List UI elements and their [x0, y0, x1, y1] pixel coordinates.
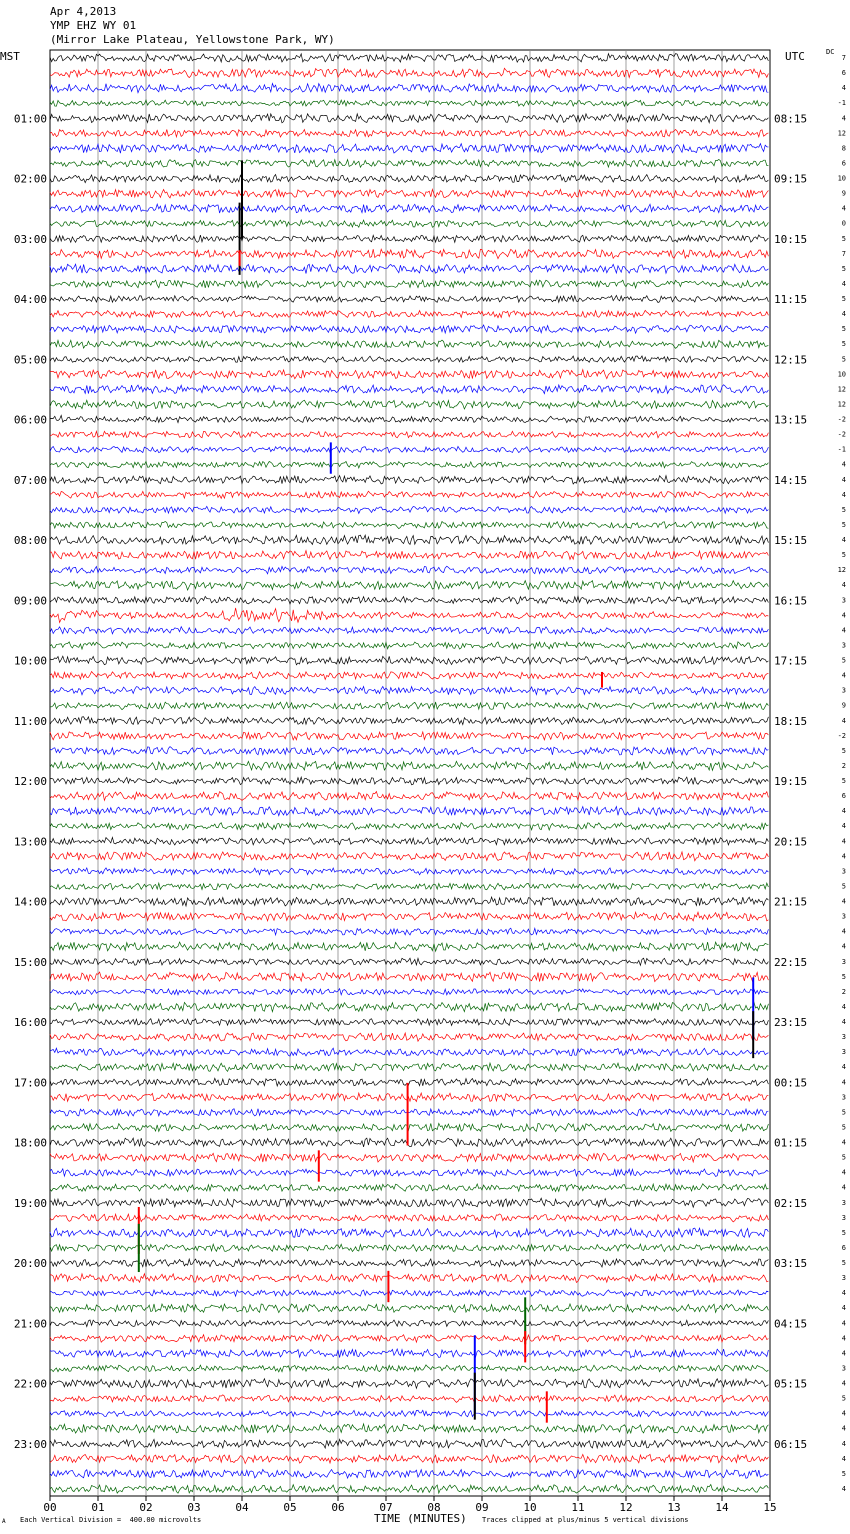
trace-row — [50, 1198, 768, 1207]
dc-offset-value: 4 — [841, 807, 846, 816]
trace-row — [50, 837, 768, 845]
left-hour-label: 22:00 — [13, 1377, 47, 1391]
left-hour-label: 08:00 — [13, 534, 47, 547]
trace-row — [50, 912, 768, 921]
dc-offset-value: 4 — [841, 1289, 846, 1298]
dc-offset-value: 4 — [841, 822, 846, 831]
left-hour-label: 18:00 — [13, 1136, 47, 1150]
dc-offset-value: 3 — [841, 1093, 846, 1102]
dc-offset-value: 12 — [837, 385, 846, 394]
trace-row — [50, 608, 768, 623]
trace-row — [50, 249, 768, 258]
dc-offset-value: 9 — [841, 189, 846, 198]
right-hour-label: 22:15 — [774, 955, 808, 969]
trace-row — [50, 431, 768, 438]
left-hour-label: 14:00 — [13, 895, 47, 909]
trace-row — [50, 807, 768, 816]
left-hour-label: 23:00 — [13, 1437, 47, 1451]
trace-row — [50, 235, 768, 242]
trace-row — [50, 1138, 768, 1147]
dc-offset-value: -2 — [837, 430, 846, 439]
trace-row — [50, 1228, 768, 1237]
dc-offset-value: 4 — [841, 897, 846, 906]
left-hour-label: 12:00 — [13, 775, 47, 788]
dc-offset-value: 5 — [841, 1228, 846, 1237]
trace-row — [50, 114, 768, 123]
dc-offset-value: 4 — [841, 1183, 846, 1192]
right-hour-label: 06:15 — [774, 1437, 808, 1451]
dc-offset-value: 3 — [841, 867, 846, 876]
trace-row — [50, 1365, 768, 1372]
trace-row — [50, 852, 768, 861]
dc-offset-value: 5 — [841, 264, 846, 273]
trace-row — [50, 777, 768, 785]
dc-offset-value: 3 — [841, 1213, 846, 1222]
dc-offset-value: 5 — [841, 746, 846, 755]
right-hour-label: 02:15 — [774, 1196, 808, 1210]
trace-row — [50, 1274, 768, 1283]
trace-row — [50, 100, 768, 106]
trace-row — [50, 642, 768, 649]
right-hour-label: 01:15 — [774, 1136, 808, 1150]
trace-row — [50, 1304, 768, 1313]
dc-offset-value: 5 — [841, 1153, 846, 1162]
dc-offset-value: -1 — [837, 99, 846, 108]
dc-offset-value: 4 — [841, 279, 846, 288]
dc-offset-value: 5 — [841, 325, 846, 334]
left-hour-label: 06:00 — [13, 413, 47, 427]
trace-row — [50, 400, 768, 409]
dc-offset-value: 5 — [841, 882, 846, 891]
dc-offset-value: 4 — [841, 611, 846, 620]
x-tick-label: 03 — [187, 1501, 201, 1514]
x-tick-label: 13 — [667, 1501, 681, 1514]
trace-row — [50, 325, 768, 333]
dc-offset-value: 4 — [841, 1304, 846, 1313]
dc-offset-value: 7 — [841, 249, 846, 258]
dc-offset-value: 4 — [841, 1454, 846, 1463]
x-tick-label: 07 — [379, 1501, 393, 1514]
dc-offset-value: -2 — [837, 731, 846, 740]
dc-offset-header: DC — [826, 48, 835, 56]
right-hour-label: 08:15 — [774, 112, 808, 126]
trace-row — [50, 942, 768, 951]
dc-offset-value: 4 — [841, 475, 846, 484]
trace-row — [50, 506, 768, 513]
trace-row — [50, 1439, 768, 1448]
dc-offset-value: 12 — [837, 566, 846, 575]
dc-offset-value: 3 — [841, 1198, 846, 1207]
trace-row — [50, 1033, 768, 1041]
dc-offset-value: 3 — [841, 641, 846, 650]
trace-row — [50, 462, 768, 469]
dc-offset-value: 6 — [841, 69, 846, 78]
trace-row — [50, 370, 768, 379]
trace-row — [50, 747, 768, 755]
right-hour-label: 04:15 — [774, 1317, 808, 1331]
trace-row — [50, 1454, 768, 1463]
dc-offset-value: 8 — [841, 144, 846, 153]
dc-offset-value: 4 — [841, 1002, 846, 1011]
trace-row — [50, 1153, 768, 1162]
dc-offset-value: 4 — [841, 927, 846, 936]
trace-row — [50, 1078, 768, 1086]
trace-row — [50, 656, 768, 665]
trace-row — [50, 220, 768, 227]
trace-row — [50, 566, 768, 574]
trace-row — [50, 868, 768, 875]
right-hour-label: 19:15 — [774, 775, 808, 788]
left-hour-label: 01:00 — [13, 112, 47, 126]
dc-offset-value: -1 — [837, 445, 846, 454]
dc-offset-value: 5 — [841, 972, 846, 981]
dc-offset-value: 4 — [841, 1349, 846, 1358]
x-axis-title: TIME (MINUTES) — [374, 1512, 467, 1525]
x-tick-label: 14 — [715, 1501, 729, 1514]
dc-offset-value: 4 — [841, 1424, 846, 1433]
header-location: (Mirror Lake Plateau, Yellowstone Park, WY) — [50, 33, 335, 46]
dc-offset-value: 5 — [841, 295, 846, 303]
dc-offset-value: 3 — [841, 1048, 846, 1057]
trace-row — [50, 415, 768, 422]
header-station: YMP EHZ WY 01 — [50, 19, 137, 32]
trace-row — [50, 1109, 768, 1116]
trace-row — [50, 1395, 768, 1403]
trace-row — [50, 1214, 768, 1222]
dc-offset-value: 10 — [837, 174, 846, 183]
clip-note: Traces clipped at plus/minus 5 vertical divisions — [482, 1516, 689, 1524]
left-hour-label: 13:00 — [13, 835, 47, 849]
right-hour-label: 18:15 — [774, 714, 808, 728]
left-hour-label: 03:00 — [13, 232, 47, 246]
trace-row — [50, 972, 768, 982]
trace-row — [50, 989, 768, 995]
dc-offset-value: 6 — [841, 159, 846, 168]
dc-offset-value: 4 — [841, 204, 846, 213]
trace-row — [50, 175, 768, 183]
dc-offset-value: 5 — [841, 1123, 846, 1132]
trace-row — [50, 717, 768, 725]
left-hour-label: 16:00 — [13, 1016, 47, 1029]
dc-offset-value: 4 — [841, 536, 846, 544]
trace-row — [50, 792, 768, 801]
trace-row — [50, 1379, 768, 1389]
left-hour-label: 15:00 — [13, 955, 47, 969]
x-tick-label: 09 — [475, 1501, 489, 1514]
dc-offset-value: 4 — [841, 1484, 846, 1493]
trace-row — [50, 1019, 768, 1026]
trace-row — [50, 1184, 768, 1192]
dc-offset-value: 6 — [841, 1243, 846, 1252]
trace-row — [50, 189, 768, 198]
trace-row — [50, 1424, 768, 1433]
trace-row — [50, 84, 768, 93]
header-date: Apr 4,2013 — [50, 5, 117, 18]
dc-offset-value: 4 — [841, 1168, 846, 1177]
trace-row — [50, 1259, 768, 1267]
dc-offset-value: 4 — [841, 852, 846, 861]
dc-offset-value: 3 — [841, 686, 846, 695]
trace-row — [50, 1093, 768, 1102]
dc-offset-value: 5 — [841, 234, 846, 243]
trace-row — [50, 1410, 768, 1416]
right-hour-label: 23:15 — [774, 1016, 808, 1029]
x-tick-label: 15 — [763, 1501, 777, 1514]
trace-row — [50, 958, 768, 965]
trace-row — [50, 823, 768, 830]
dc-offset-value: 4 — [841, 581, 846, 590]
trace-row — [50, 732, 768, 740]
dc-offset-value: 4 — [841, 716, 846, 725]
trace-row — [50, 581, 768, 590]
right-hour-label: 11:15 — [774, 293, 808, 306]
right-hour-label: 10:15 — [774, 232, 808, 246]
right-hour-label: 12:15 — [774, 353, 808, 367]
dc-offset-value: 4 — [841, 1319, 846, 1328]
dc-offset-value: 12 — [837, 400, 846, 409]
dc-offset-value: 9 — [841, 701, 846, 710]
dc-offset-value: 3 — [841, 1274, 846, 1283]
dc-offset-value: 4 — [841, 1138, 846, 1147]
left-hour-label: 20:00 — [13, 1257, 47, 1270]
right-hour-label: 20:15 — [774, 835, 808, 849]
dc-offset-value: 5 — [841, 1259, 846, 1267]
dc-offset-value: 3 — [841, 1364, 846, 1373]
right-hour-label: 21:15 — [774, 895, 808, 909]
right-hour-label: 17:15 — [774, 654, 808, 668]
trace-row — [50, 144, 768, 154]
left-hour-label: 10:00 — [13, 654, 47, 668]
x-tick-label: 02 — [139, 1501, 153, 1514]
trace-row — [50, 1169, 768, 1177]
dc-offset-value: 0 — [841, 219, 846, 228]
dc-offset-value: 5 — [841, 656, 846, 665]
trace-row — [50, 1290, 768, 1297]
left-hour-label: 05:00 — [13, 353, 47, 367]
left-timezone-label: MST — [0, 50, 20, 63]
dc-offset-value: 7 — [841, 54, 846, 62]
trace-row — [50, 385, 768, 394]
dc-offset-value: 5 — [841, 1108, 846, 1117]
dc-offset-value: 4 — [841, 671, 846, 680]
dc-offset-value: 4 — [841, 310, 846, 319]
right-hour-label: 03:15 — [774, 1257, 808, 1270]
trace-row — [50, 551, 768, 560]
dc-offset-value: 4 — [841, 1063, 846, 1072]
x-tick-label: 10 — [523, 1501, 537, 1514]
right-hour-label: 14:15 — [774, 473, 808, 487]
right-hour-label: 15:15 — [774, 534, 808, 547]
trace-row — [50, 1335, 768, 1343]
x-tick-label: 06 — [331, 1501, 345, 1514]
trace-row — [50, 310, 768, 317]
trace-row — [50, 130, 768, 138]
x-tick-label: 00 — [43, 1501, 57, 1514]
dc-offset-value: 5 — [841, 355, 846, 364]
dc-offset-value: 10 — [837, 370, 846, 379]
trace-row — [50, 535, 768, 545]
right-timezone-label: UTC — [785, 50, 805, 63]
left-hour-label: 02:00 — [13, 172, 47, 186]
dc-offset-value: 3 — [841, 1033, 846, 1042]
dc-offset-value: 4 — [841, 1078, 846, 1087]
dc-offset-value: 5 — [841, 1394, 846, 1403]
trace-row — [50, 521, 768, 528]
dc-offset-value: 5 — [841, 520, 846, 529]
trace-row — [50, 897, 768, 906]
trace-row — [50, 491, 768, 498]
x-tick-label: 01 — [91, 1501, 105, 1514]
trace-row — [50, 687, 768, 695]
dc-offset-value: 4 — [841, 1018, 846, 1026]
trace-row — [50, 883, 768, 890]
dc-offset-value: 4 — [841, 942, 846, 951]
trace-row — [50, 54, 768, 63]
x-tick-label: 04 — [235, 1501, 249, 1514]
dc-offset-value: 4 — [841, 84, 846, 93]
trace-row — [50, 1123, 768, 1131]
trace-row — [50, 1469, 768, 1478]
dc-offset-value: 4 — [841, 460, 846, 469]
dc-offset-value: 4 — [841, 1439, 846, 1448]
trace-row — [50, 1349, 768, 1358]
trace-row — [50, 761, 768, 770]
trace-row — [50, 159, 768, 167]
trace-row — [50, 1244, 768, 1251]
trace-row — [50, 1063, 768, 1071]
trace-row — [50, 928, 768, 935]
trace-row — [50, 68, 768, 77]
x-tick-label: 12 — [619, 1501, 633, 1514]
trace-row — [50, 340, 768, 348]
trace-row — [50, 672, 768, 680]
left-hour-label: 17:00 — [13, 1076, 47, 1090]
trace-row — [50, 702, 768, 710]
dc-offset-value: 4 — [841, 626, 846, 635]
dc-offset-value: 5 — [841, 340, 846, 349]
dc-offset-value: 2 — [841, 761, 846, 770]
dc-offset-value: 4 — [841, 1379, 846, 1388]
trace-row — [50, 204, 768, 213]
dc-offset-value: 5 — [841, 777, 846, 785]
right-hour-label: 00:15 — [774, 1076, 808, 1090]
dc-offset-value: 5 — [841, 551, 846, 560]
right-hour-label: 09:15 — [774, 172, 808, 186]
left-hour-label: 19:00 — [13, 1196, 47, 1210]
left-hour-label: 04:00 — [13, 293, 47, 306]
trace-row — [50, 446, 768, 452]
right-hour-label: 05:15 — [774, 1377, 808, 1391]
dc-offset-value: 4 — [841, 837, 846, 846]
trace-row — [50, 1002, 768, 1011]
trace-row — [50, 280, 768, 288]
trace-row — [50, 1048, 768, 1056]
trace-row — [50, 627, 768, 634]
left-hour-label: 11:00 — [13, 714, 47, 728]
footer-mark: A — [2, 1518, 6, 1525]
dc-offset-value: 4 — [841, 1409, 846, 1418]
left-hour-label: 09:00 — [13, 594, 47, 608]
dc-offset-value: -2 — [837, 415, 846, 424]
dc-offset-value: 3 — [841, 912, 846, 921]
dc-offset-value: 2 — [841, 987, 846, 996]
dc-offset-value: 4 — [841, 1334, 846, 1343]
right-hour-label: 16:15 — [774, 594, 808, 608]
dc-offset-value: 4 — [841, 490, 846, 499]
dc-offset-value: 3 — [841, 957, 846, 966]
dc-offset-value: 6 — [841, 792, 846, 801]
dc-offset-value: 12 — [837, 129, 846, 138]
x-tick-label: 05 — [283, 1501, 297, 1514]
dc-offset-value: 5 — [841, 505, 846, 514]
scale-note: Each Vertical Division = 400.00 microvolts — [20, 1516, 202, 1524]
x-tick-label: 11 — [571, 1501, 585, 1514]
trace-row — [50, 264, 768, 273]
dc-offset-value: 5 — [841, 1469, 846, 1478]
trace-row — [50, 476, 768, 485]
x-tick-label: 08 — [427, 1501, 441, 1514]
dc-offset-value: 4 — [841, 114, 846, 123]
left-hour-label: 21:00 — [13, 1317, 47, 1331]
trace-row — [50, 1320, 768, 1327]
trace-row — [50, 295, 768, 302]
trace-row — [50, 1485, 768, 1494]
left-hour-label: 07:00 — [13, 473, 47, 487]
trace-row — [50, 356, 768, 362]
dc-offset-value: 3 — [841, 596, 846, 605]
trace-row — [50, 596, 768, 604]
right-hour-label: 13:15 — [774, 413, 808, 427]
